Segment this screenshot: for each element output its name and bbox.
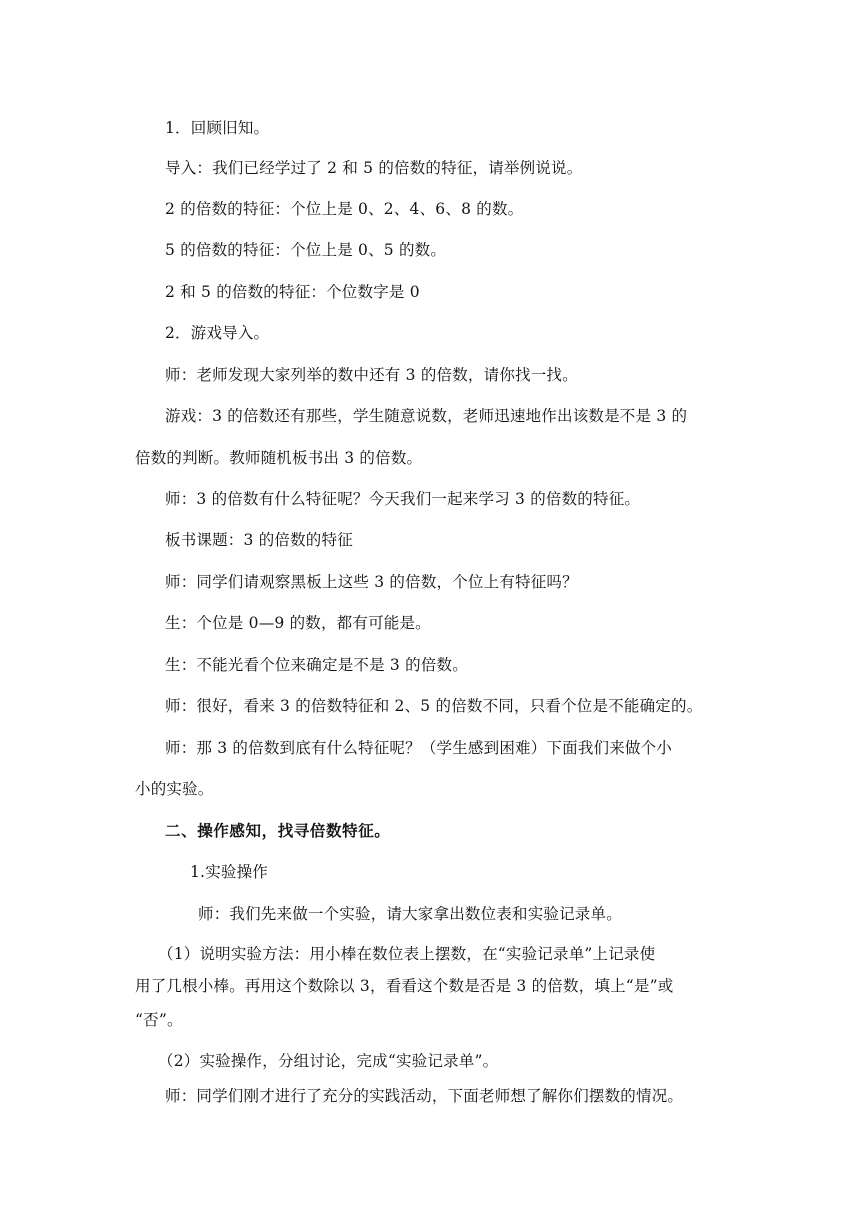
paragraph-multiples-of-2: 2 的倍数的特征：个位上是 0、2、4、6、8 的数。 bbox=[165, 200, 524, 218]
paragraph-teacher-1: 师：老师发现大家列举的数中还有 3 的倍数，请你找一找。 bbox=[165, 366, 578, 384]
heading-game-intro: 2．游戏导入。 bbox=[165, 324, 270, 342]
paragraph-teacher-4: 师：很好，看来 3 的倍数特征和 2、5 的倍数不同，只看个位是不能确定的。 bbox=[165, 697, 703, 715]
section-heading-2: 二、操作感知，找寻倍数特征。 bbox=[165, 822, 391, 840]
paragraph-teacher-6: 师：我们先来做一个实验，请大家拿出数位表和实验记录单。 bbox=[198, 905, 622, 923]
paragraph-method-line-3: “否”。 bbox=[135, 1011, 183, 1029]
heading-experiment: 1.实验操作 bbox=[190, 863, 268, 881]
paragraph-board-title: 板书课题：3 的倍数的特征 bbox=[165, 531, 353, 549]
paragraph-multiples-of-5: 5 的倍数的特征：个位上是 0、5 的数。 bbox=[165, 241, 447, 259]
paragraph-method-line-2: 用了几根小棒。再用这个数除以 3，看看这个数是否是 3 的倍数，填上“是”或 bbox=[135, 977, 674, 995]
paragraph-operation: （2）实验操作，分组讨论，完成“实验记录单”。 bbox=[158, 1052, 499, 1070]
paragraph-teacher-5-line-1: 师：那 3 的倍数到底有什么特征呢？（学生感到困难）下面我们来做个小 bbox=[165, 739, 673, 757]
paragraph-teacher-7: 师：同学们刚才进行了充分的实践活动，下面老师想了解你们摆数的情况。 bbox=[165, 1087, 684, 1105]
paragraph-student-2: 生：不能光看个位来确定是不是 3 的倍数。 bbox=[165, 656, 468, 674]
paragraph-game-line-1: 游戏：3 的倍数还有那些，学生随意说数，老师迅速地作出该数是不是 3 的 bbox=[165, 407, 688, 425]
heading-review: 1．回顾旧知。 bbox=[165, 119, 270, 137]
paragraph-game-line-2: 倍数的判断。教师随机板书出 3 的倍数。 bbox=[135, 449, 423, 467]
paragraph-teacher-2: 师：3 的倍数有什么特征呢？今天我们一起来学习 3 的倍数的特征。 bbox=[165, 490, 641, 508]
paragraph-student-1: 生：个位是 0—9 的数，都有可能是。 bbox=[165, 614, 431, 632]
paragraph-method-line-1: （1）说明实验方法：用小棒在数位表上摆数，在“实验记录单”上记录使 bbox=[158, 945, 656, 963]
paragraph-multiples-of-2-and-5: 2 和 5 的倍数的特征：个位数字是 0 bbox=[165, 283, 420, 301]
paragraph-intro: 导入：我们已经学过了 2 和 5 的倍数的特征，请举例说说。 bbox=[165, 159, 583, 177]
paragraph-teacher-3: 师：同学们请观察黑板上这些 3 的倍数，个位上有特征吗？ bbox=[165, 573, 578, 591]
paragraph-teacher-5-line-2: 小的实验。 bbox=[135, 780, 214, 798]
